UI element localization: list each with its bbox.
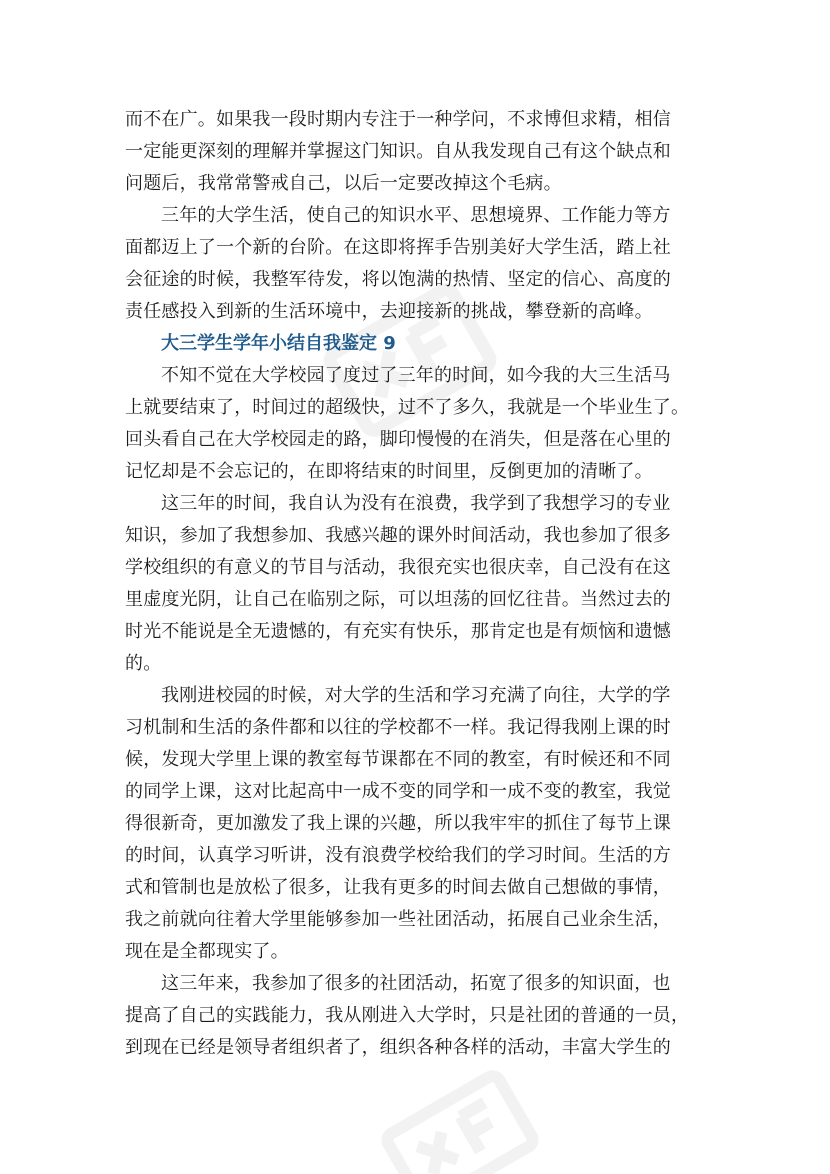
text-line: 式和管制也是放松了很多，让我有更多的时间去做自己想做的事情，	[125, 877, 671, 898]
text-line: 提高了自己的实践能力，我从刚进入大学时，只是社团的普通的一员，	[125, 1005, 690, 1026]
continued-paragraph	[125, 104, 710, 200]
text-line: 我之前就向往着大学里能够参加一些社团活动，拓展自己业余生活，	[125, 909, 671, 930]
text-line: 习机制和生活的条件都和以往的学校都不一样。我记得我刚上课的时	[125, 717, 671, 738]
text-line: 学校组织的有意义的节目与活动，我很充实也很庆幸，自己没有在这	[125, 557, 671, 578]
text-line: 回头看自己在大学校园走的路，脚印慢慢的在消失，但是落在心里的	[125, 429, 671, 450]
text-line: 得很新奇，更加激发了我上课的兴趣，所以我牢牢的抓住了每节上课	[125, 813, 671, 834]
text-line: 到现在已经是领导者组织者了，组织各种各样的活动，丰富大学生的	[125, 1037, 671, 1058]
text-line: 三年的大学生活，使自己的知识水平、思想境界、工作能力等方	[161, 205, 671, 226]
text-line: 这三年来，我参加了很多的社团活动，拓宽了很多的知识面，也	[161, 973, 671, 994]
text-line: 时光不能说是全无遗憾的，有充实有快乐，那肯定也是有烦恼和遗憾	[125, 621, 671, 642]
text-line: 问题后，我常常警戒自己，以后一定要改掉这个毛病。	[125, 173, 562, 194]
text-line: 而不在广。如果我一段时期内专注于一种学问，不求博但求精，相信	[125, 109, 671, 130]
text-line: 会征途的时候，我整军待发，将以饱满的热情、坚定的信心、高度的	[125, 269, 671, 290]
text-line: 上就要结束了，时间过的超级快，过不了多久，我就是一个毕业生了。	[125, 397, 690, 418]
text-line: 里虚度光阴，让自己在临别之际，可以坦荡的回忆往昔。当然过去的	[125, 589, 671, 610]
section-heading: 大三学生学年小结自我鉴定 9	[161, 333, 396, 354]
paragraph-3	[125, 680, 710, 968]
text-line: 记忆却是不会忘记的，在即将结束的时间里，反倒更加的清晰了。	[125, 461, 653, 482]
text-line: 的同学上课，这对比起高中一成不变的同学和一成不变的教室，我觉	[125, 781, 671, 802]
document-body	[125, 104, 710, 1063]
text-line: 一定能更深刻的理解并掌握这门知识。自从我发现自己有这个缺点和	[125, 141, 671, 162]
text-line: 不知不觉在大学校园了度过了三年的时间，如今我的大三生活马	[161, 365, 671, 386]
text-line: 我刚进校园的时候，对大学的生活和学习充满了向往，大学的学	[161, 685, 671, 706]
text-line: 面都迈上了一个新的台阶。在这即将挥手告别美好大学生活，踏上社	[125, 237, 671, 258]
text-line: 的时间，认真学习听讲，没有浪费学校给我们的学习时间。生活的方	[125, 845, 671, 866]
text-line: 候，发现大学里上课的教室每节课都在不同的教室，有时候还和不同	[125, 749, 671, 770]
summary-paragraph	[125, 200, 710, 328]
paragraph-1	[125, 360, 710, 488]
paragraph-4	[125, 968, 710, 1063]
text-line: 这三年的时间，我自认为没有在浪费，我学到了我想学习的专业	[161, 493, 671, 514]
text-line: 现在是全都现实了。	[125, 941, 289, 962]
text-line: 知识，参加了我想参加、我感兴趣的课外时间活动，我也参加了很多	[125, 525, 671, 546]
text-line: 的。	[125, 653, 162, 674]
paragraph-2	[125, 488, 710, 680]
text-line: 责任感投入到新的生活环境中，去迎接新的挑战，攀登新的高峰。	[125, 301, 653, 322]
